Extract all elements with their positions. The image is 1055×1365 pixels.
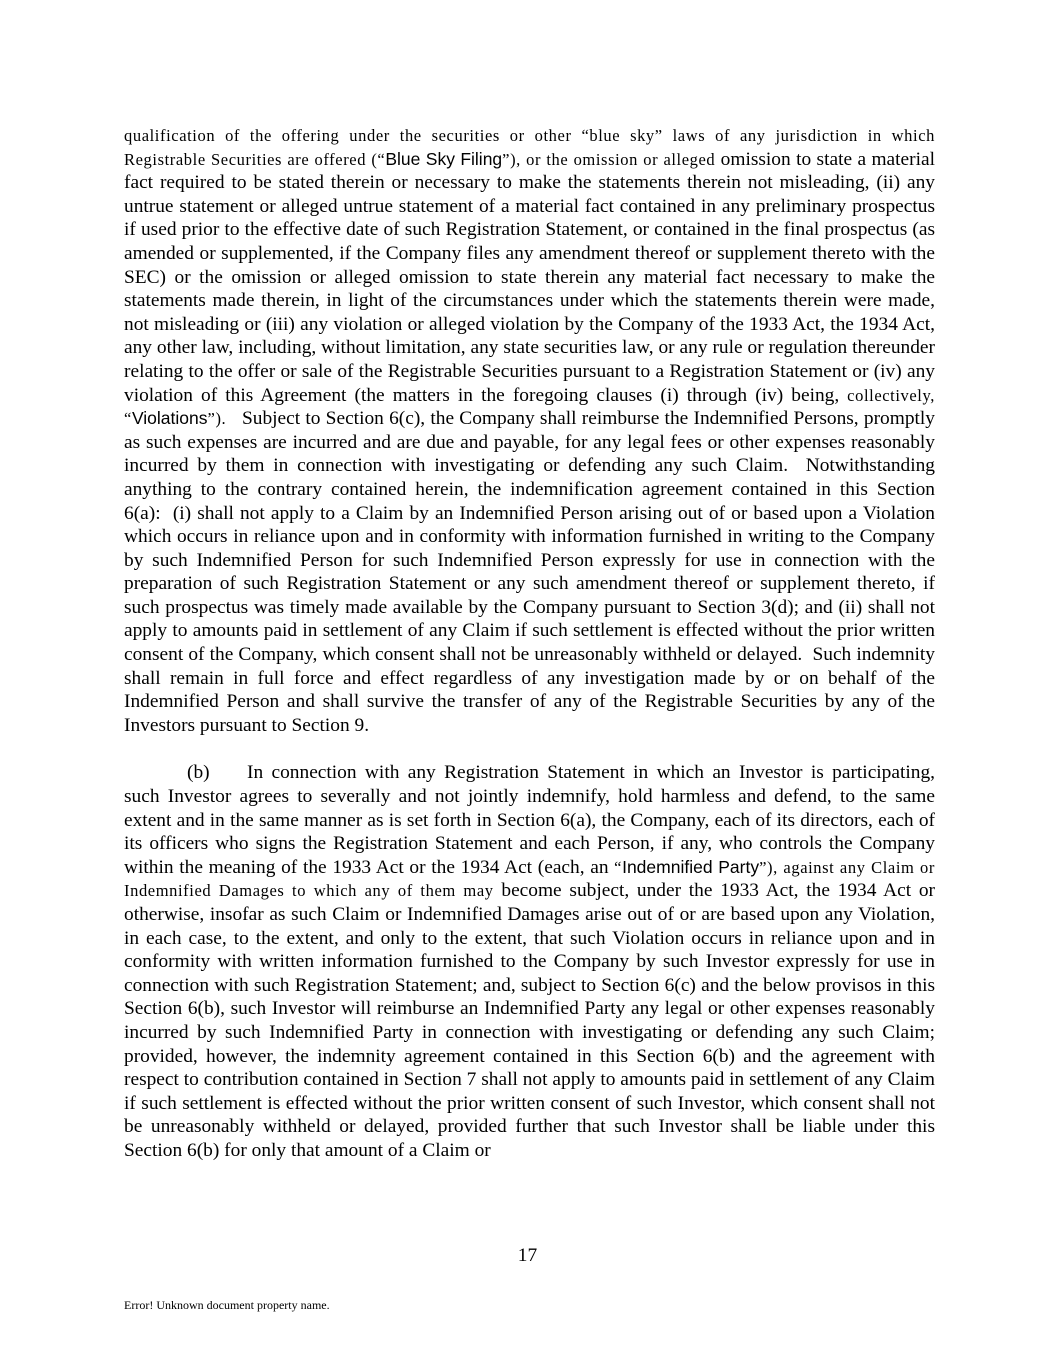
text-segment: ”).: [207, 409, 227, 429]
text-segment: Subject to Section 6(c), the Company shall reimburse the Indemnified Persons, promptly as such expenses are incurred and are due and payable, for any legal fees or other expenses reasonably incurred by them in connection with investigating or defending any such Claim. Notwithstanding anything to the contrary contained herein, the indemnification agreement contained in this Section 6(a): (i) shall not apply to a Claim by an Indemnified Person arising out of or based upon a Violation which occurs in reliance upon and in conformity with information furnished in writing to the Company by such Indemnified Person for such Indemnified Person expressly for use in connection with the preparation of such Registration Statement or any such amendment thereof or supplement thereto, if such prospectus was timely made available by the Company pursuant to Section 3(d); and (ii) shall not apply to amounts paid in settlement of any Claim if such settlement is effected without the prior written consent of the Company, which consent shall not be unreasonably withheld or delayed. Such indemnity shall remain in full force and effect regardless of any investigation made by or on behalf of the Indemnified Person and shall survive the transfer of any of the Registrable Securities by any of the Investors pursuant to Section 9.: [124, 408, 935, 736]
text-segment: ”), against any Claim or Indemnified Damages to which any of them may: [124, 857, 935, 901]
paragraph-b: [124, 761, 935, 1162]
text-segment: become subject, under the 1933 Act, the 1934 Act or otherwise, insofar as such Claim or Indemnified Damages arise out of or are based upon any Violation, in each case, to the extent, and only to the extent, that such Violation occurs in reliance upon and in conformity with written information furnished to the Company by such Investor expressly for use in connection with such Registration Statement; and, subject to Section 6(c) and the below provisos in this Section 6(b), such Investor will reimburse an Indemnified Party any legal or other expenses reasonably incurred by such Indemnified Party in connection with investigating or defending any such Claim; provided, however, the indemnity agreement contained in this Section 6(b) and the agreement with respect to contribution contained in Section 7 shall not apply to amounts paid in settlement of any Claim if such settlement is effected without the prior written consent of such Investor, which consent shall not be unreasonably withheld or delayed, provided further that such Investor shall be liable under this Section 6(b) for only that amount of a Claim or: [124, 880, 935, 1161]
defined-term-indemnified-party: Indemnified Party: [622, 856, 760, 877]
paragraph-label: (b): [187, 762, 210, 784]
page-number: 17: [517, 1245, 538, 1266]
defined-term-blue-sky-filing: Blue Sky Filing: [385, 148, 503, 169]
text-segment: ”), or the omission or alleged: [502, 149, 716, 169]
text-segment: “: [608, 857, 623, 877]
text-segment: In connection with any Registration Statement in which an Investor is participating, such Investor agrees to severally and not jointly indemnify, hold harmless and defend, to the same extent and in the same manner as is set forth in Section 6(a), the Company, each of its directors, each of its officers who signs the Registration Statement and each Person, if any, who controls the Company within the meaning of the 1933 Act or the 1934 Act (each, an: [124, 762, 935, 878]
text-segment: collectively, “: [124, 385, 935, 429]
footer-note: Error! Unknown document property name.: [124, 1298, 330, 1312]
document-body: [124, 124, 935, 1163]
text-segment: qualification of the offering under the securities or other “blue sky” laws of any jurisdiction in which Registrable Securities are offered (“: [124, 126, 935, 169]
paragraph-a: [124, 124, 935, 737]
text-segment: omission to state a material fact required to be stated therein or necessary to make the statements therein not misleading, (ii) any untrue statement or alleged untrue statement of a material fact contained in any preliminary prospectus if used prior to the effective date of such Registration Statement, or contained in the final prospectus (as amended or supplemented, if the Company files any amendment thereof or supplement thereto with the SEC) or the omission or alleged omission to state therein any material fact necessary to make the statements made therein, in light of the circumstances under which the statements therein were made, not misleading or (iii) any violation or alleged violation by the Company of the 1933 Act, the 1934 Act, any other law, including, without limitation, any state securities law, or any rule or regulation thereunder relating to the offer or sale of the Registrable Securities pursuant to a Registration Statement or (iv) any violation of this Agreement (the matters in the foregoing clauses (i) through (iv) being,: [124, 148, 935, 406]
defined-term-violations: Violations: [131, 408, 208, 429]
